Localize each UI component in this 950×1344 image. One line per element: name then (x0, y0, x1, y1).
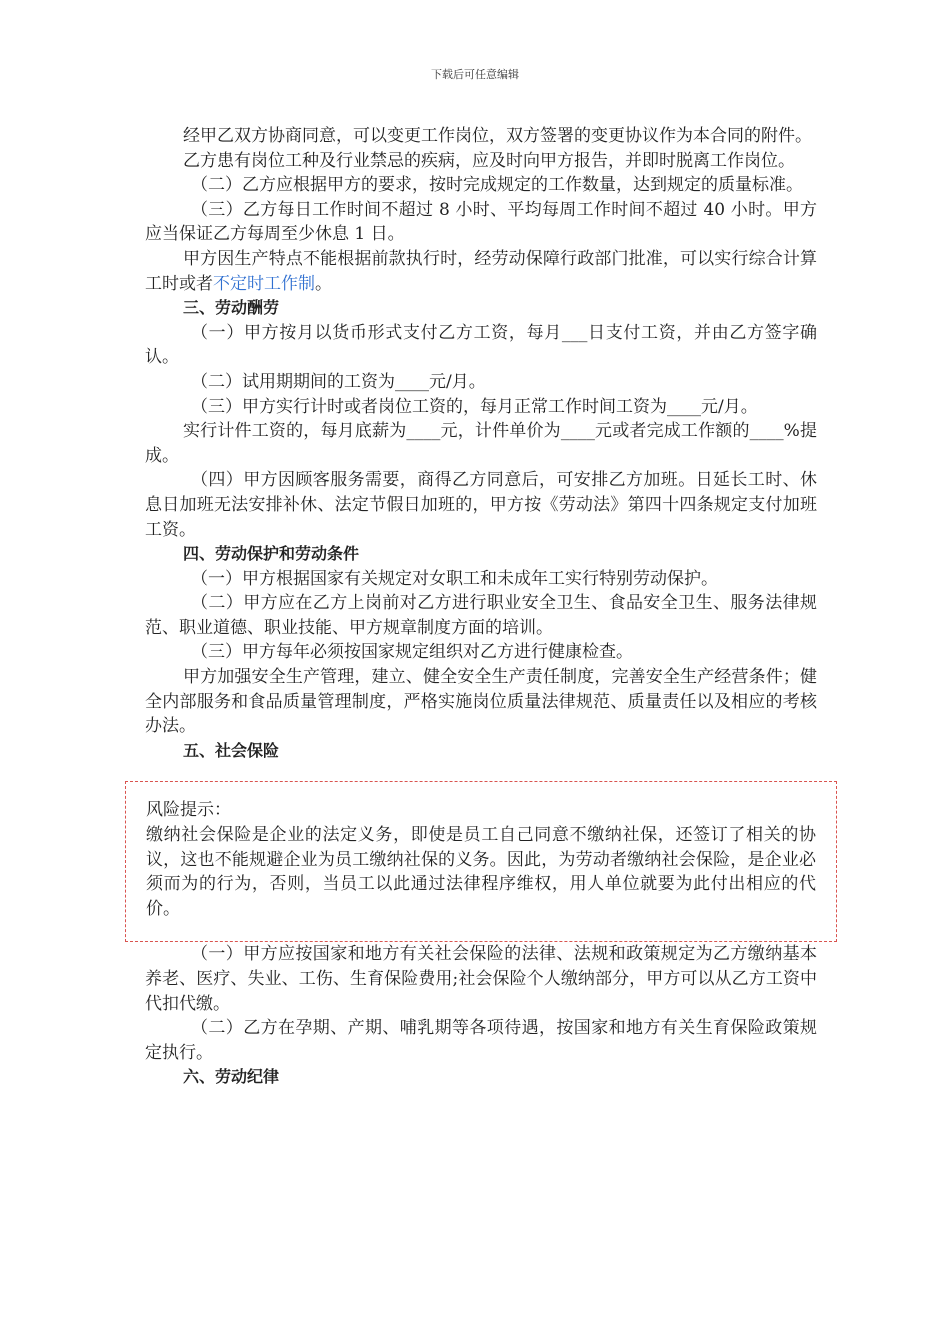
paragraph: （一）甲方应按国家和地方有关社会保险的法律、法规和政策规定为乙方缴纳基本养老、医疗、失业、工伤、生育保险费用;社会保险个人缴纳部分，甲方可以从乙方工资中代扣代缴。 (145, 944, 817, 1014)
paragraph: 乙方患有岗位工种及行业禁忌的疾病，应及时向甲方报告，并即时脱离工作岗位。 (183, 150, 795, 171)
section-heading-4: 四、劳动保护和劳动条件 (183, 544, 360, 564)
paragraph-text: 甲方因生产特点不能根据前款执行时，经劳动保障行政部门批准，可以实行综合计算工时或者 (145, 248, 817, 294)
document-body (145, 124, 817, 1090)
risk-notice-title: 风险提示： (146, 800, 231, 821)
paragraph: （三）甲方实行计时或者岗位工资的，每月正常工作时间工资为____元/月。 (191, 396, 758, 417)
paragraph: （三）乙方每日工作时间不超过 8 小时、平均每周工作时间不超过 40 小时。甲方应当保证乙方每周至少休息 1 日。 (145, 199, 817, 245)
paragraph: （二）乙方在孕期、产期、哺乳期等各项待遇，按国家和地方有关生育保险政策规定执行。 (145, 1018, 817, 1063)
paragraph: （二）乙方应根据甲方的要求，按时完成规定的工作数量，达到规定的质量标准。 (191, 175, 803, 196)
paragraph: （二）试用期期间的工资为____元/月。 (191, 371, 486, 392)
paragraph: （四）甲方因顾客服务需要，商得乙方同意后，可安排乙方加班。日延长工时、休息日加班无法安排补休、法定节假日加班的，甲方按《劳动法》第四十四条规定支付加班工资。 (145, 470, 817, 540)
paragraph (145, 247, 817, 296)
paragraph-text: 。 (315, 273, 332, 294)
paragraph: （二）甲方应在乙方上岗前对乙方进行职业安全卫生、食品安全卫生、服务法律规范、职业道德、职业技能、甲方规章制度方面的培训。 (145, 593, 817, 638)
paragraph: （一）甲方根据国家有关规定对女职工和未成年工实行特别劳动保护。 (191, 568, 718, 589)
risk-notice-box (125, 781, 837, 942)
paragraph: 经甲乙双方协商同意，可以变更工作岗位，双方签署的变更协议作为本合同的附件。 (183, 126, 812, 146)
section-heading-3: 三、劳动酬劳 (183, 298, 280, 318)
risk-notice-body: 缴纳社会保险是企业的法定义务，即使是员工自己同意不缴纳社保，还签订了相关的协议，这也不能规避企业为员工缴纳社保的义务。因此，为劳动者缴纳社会保险，是企业必须而为的行为，否则，当员工以此通过法律程序维权，用人单位就要为此付出相应的代价。 (146, 825, 816, 919)
paragraph: （三）甲方每年必须按国家规定组织对乙方进行健康检查。 (191, 642, 633, 663)
paragraph: （一）甲方按月以货币形式支付乙方工资，每月___日支付工资，并由乙方签字确认。 (145, 322, 817, 368)
page-header: 下载后可任意编辑 (431, 68, 519, 81)
section-heading-6: 六、劳动纪律 (183, 1067, 280, 1087)
paragraph: 实行计件工资的，每月底薪为____元，计件单价为____元或者完成工作额的____%提成。 (145, 421, 817, 466)
flexible-hours-link[interactable]: 不定时工作制 (213, 273, 315, 294)
section-heading-5: 五、社会保险 (183, 740, 280, 760)
paragraph: 甲方加强安全生产管理，建立、健全安全生产责任制度，完善安全生产经营条件；健全内部服务和食品质量管理制度，严格实施岗位质量法律规范、质量责任以及相应的考核办法。 (145, 667, 817, 737)
